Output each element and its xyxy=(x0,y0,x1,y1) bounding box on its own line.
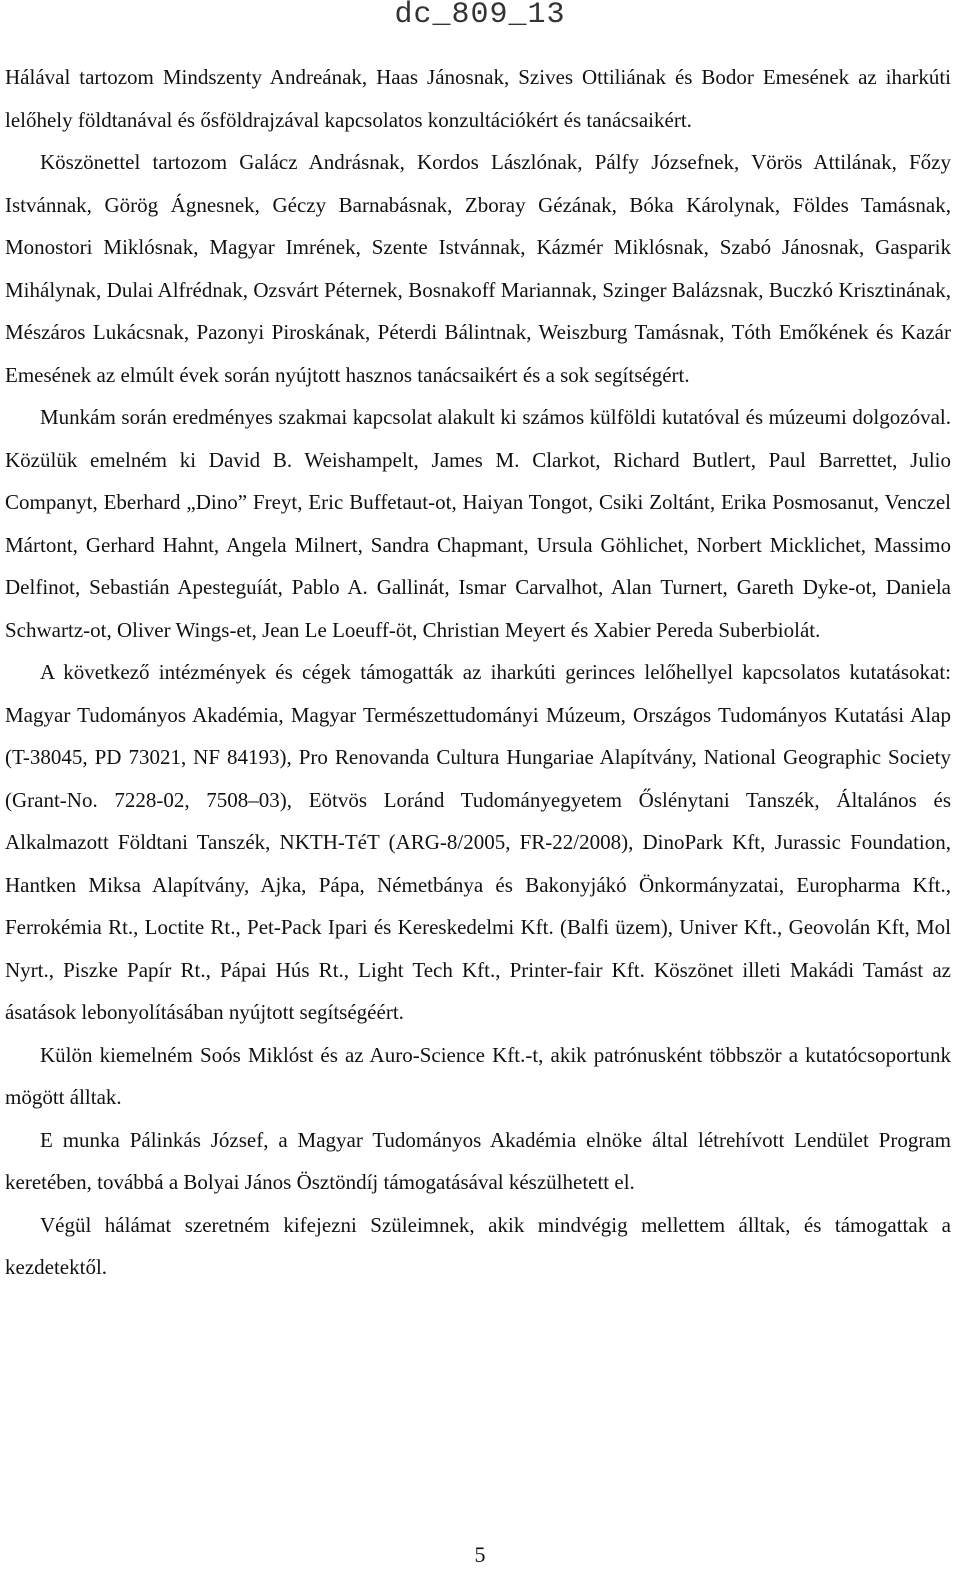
acknowledgements-body xyxy=(5,56,951,1289)
paragraph-patrons: Külön kiemelném Soós Miklóst és az Auro-Science Kft.-t, akik patrónusként többször a kutatócsoportunk mögött álltak. xyxy=(5,1042,951,1109)
paragraph-funding-program: E munka Pálinkás József, a Magyar Tudományos Akadémia elnöke által létrehívott Lendület Program keretében, továbbá a Bolyai János Ösztöndíj támogatásával készülhetett el. xyxy=(5,1127,951,1194)
paragraph-foreign-researchers: Munkám során eredményes szakmai kapcsolat alakult ki számos külföldi kutatóval és múzeumi dolgozóval. Közülük emelném ki David B. Weishampelt, James M. Clarkot, Richard Butlert, Paul Barrettet, Julio Companyt, Eberhard „Dino” Freyt, Eric Buffetaut-ot, Haiyan Tongot, Csiki Zoltánt, Erika Posmosanut, Venczel Mártont, Gerhard Hahnt, Angela Milnert, Sandra Chapmant, Ursula Göhlichet, Norbert Micklichet, Massimo Delfinot, Sebastián Apesteguíát, Pablo A. Gallinát, Ismar Carvalhot, Alan Turnert, Gareth Dyke-ot, Daniela Schwartz-ot, Oliver Wings-et, Jean Le Loeuff-öt, Christian Meyert és Xabier Pereda Suberbiolát. xyxy=(5,405,951,642)
paragraph-parents-thanks: Végül hálámat szeretném kifejezni Szüleimnek, akik mindvégig mellettem álltak, és támogattak a kezdetektől. xyxy=(5,1212,951,1279)
paragraph-institutional-support: A következő intézmények és cégek támogatták az iharkúti gerinces lelőhellyel kapcsolatos kutatásokat: Magyar Tudományos Akadémia, Magyar Természettudományi Múzeum, Országos Tudományos Kutatási Alap (T-38045, PD 73021, NF 84193), Pro Renovanda Cultura Hungariae Alapítvány, National Geographic Society (Grant-No. 7228-02, 7508–03), Eötvös Loránd Tudományegyetem Őslénytani Tanszék, Általános és Alkalmazott Földtani Tanszék, NKTH-TéT (ARG-8/2005, FR-22/2008), DinoPark Kft, Jurassic Foundation, Hantken Miksa Alapítvány, Ajka, Pápa, Németbánya és Bakonyjákó Önkormányzatai, Europharma Kft., Ferrokémia Rt., Loctite Rt., Pet-Pack Ipari és Kereskedelmi Kft. (Balfi üzem), Univer Kft., Geovolán Kft, Mol Nyrt., Piszke Papír Rt., Pápai Hús Rt., Light Tech Kft., Printer-fair Kft. Köszönet illeti Makádi Tamást az ásatások lebonyolításában nyújtott segítségéért. xyxy=(5,660,951,1024)
paragraph-consultation-thanks: Hálával tartozom Mindszenty Andreának, Haas Jánosnak, Szives Ottiliának és Bodor Emesének az iharkúti lelőhely földtanával és ősföldrajzával kapcsolatos konzultációkért és tanácsaikért. xyxy=(5,65,951,132)
paragraph-colleague-thanks: Köszönettel tartozom Galácz Andrásnak, Kordos Lászlónak, Pálfy Józsefnek, Vörös Attilának, Főzy Istvánnak, Görög Ágnesnek, Géczy Barnabásnak, Zboray Gézának, Bóka Károlynak, Földes Tamásnak, Monostori Miklósnak, Magyar Imrének, Szente Istvánnak, Kázmér Miklósnak, Szabó Jánosnak, Gasparik Mihálynak, Dulai Alfrédnak, Ozsvárt Péternek, Bosnakoff Mariannak, Szinger Balázsnak, Buczkó Krisztinának, Mészáros Lukácsnak, Pazonyi Piroskának, Péterdi Bálintnak, Weiszburg Tamásnak, Tóth Emőkének és Kazár Emesének az elmúlt évek során nyújtott hasznos tanácsaikért és a sok segítségért. xyxy=(5,150,951,387)
page-number: 5 xyxy=(474,1542,486,1567)
document-id-header: dc_809_13 xyxy=(394,0,566,32)
